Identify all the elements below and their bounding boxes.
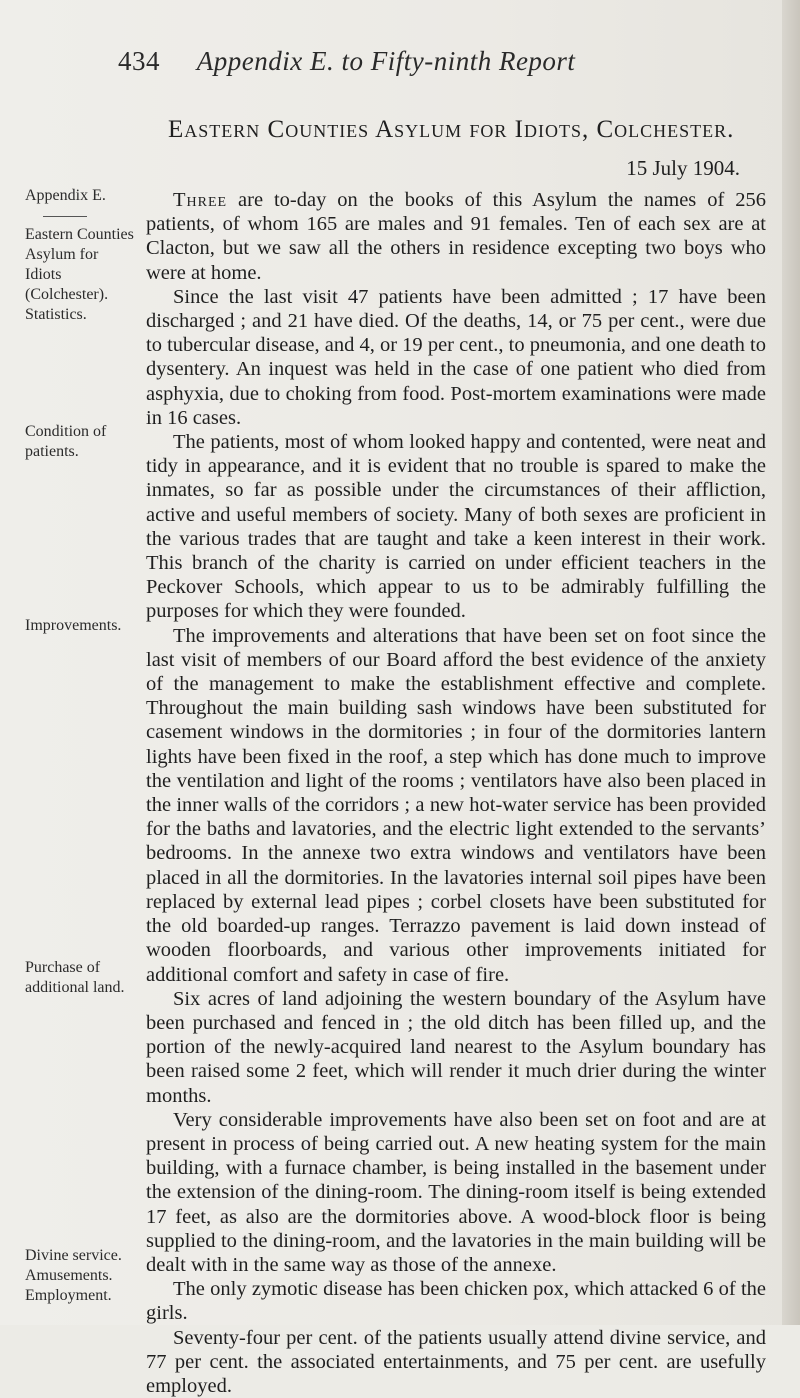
page-edge <box>782 0 800 1325</box>
visit-date: 15 July 1904. <box>626 156 740 180</box>
lead-word: Three <box>173 189 228 211</box>
margin-notes-top <box>25 186 135 325</box>
paragraph-disease: The only zymotic disease has been chicken pox, which attacked 6 of the girls. <box>146 1278 766 1325</box>
paragraph-text: are to-day on the books of this Asylum the names of 256 patients, of whom 165 are males and 91 females. Ten of each sex are at Clacton, but we saw all the others in residence excepting two boys who were at home. <box>146 189 766 284</box>
paragraph-service: Seventy-four per cent. of the patients usually attend divine service, and 77 per cent. the associated entertainments, and 75 per cent. are usefully employed. <box>146 1326 766 1397</box>
paragraph-statistics <box>146 188 766 285</box>
paragraph-improvements: The improvements and alterations that have been set on foot since the last visit of members of our Board afford the best evidence of the anxiety of the management to make the establishment effective and complete. Throughout the main building sash windows have been substituted for casement windows in the dormitories ; in four of the dormitories lantern lights have been fixed in the roof, a step which has done much to improve the ventilation and light of the rooms ; ventilators have also been placed in the inner walls of the corridors ; a new hot-water service has been provided for the baths and lavatories, and the electric light extended to the servants’ bedrooms. In the annexe two extra windows and ventilators have been placed in all the dormitories. In the lavatories internal soil pipes have been replaced by external lead pipes ; corbel closets have been substituted for the old boarded-up ranges. Terrazzo pavement is laid down instead of wooden floorboards, and various other improvements initiated for additional comfort and safety in case of fire. <box>146 624 766 986</box>
margin-note-improvements: Improvements. <box>25 617 122 634</box>
paragraph-condition: The patients, most of whom looked happy and contented, were neat and tidy in appearance, and it is evident that no trouble is spared to make the inmates, so far as possible under the circumstances of their affliction, active and useful members of society. Many of both sexes are proficient in the various trades that are taught and take a keen interest in their work. This branch of the charity is carried on under efficient teachers in the Peckover Schools, which appear to us to be admirably fulfilling the purposes for which they were founded. <box>146 431 766 623</box>
margin-note-amusements: Amusements. <box>25 1267 113 1284</box>
paragraph-works: Very considerable improvements have also been set on foot and are at present in process of being carried out. A new heating system for the main building, with a furnace chamber, is being installed in the basement under the extension of the dining-room. The dining-room itself is being extended 17 feet, as also are the dormitories above. A wood-block floor is being supplied to the dining-room, and the lavatories in the main building will be dealt with in the same way as those of the annexe. <box>146 1108 766 1276</box>
paragraph-admissions: Since the last visit 47 patients have been admitted ; 17 have been discharged ; and 21 have died. Of the deaths, 14, or 75 per cent., were due to tubercular disease, and 4, or 19 per cent., to pneumonia, and one death to dysentery. An inquest was held in the case of one patient who died from asphyxia, due to choking from food. Post-mortem examinations were made in 16 cases. <box>146 285 766 429</box>
margin-note-institution: Eastern Counties Asylum for Idiots (Colchester). <box>25 226 134 303</box>
margin-note-appendix: Appendix E. <box>25 187 106 204</box>
margin-note-purchase: Purchase of additional land. <box>25 959 125 996</box>
margin-note-employment: Employment. <box>25 1287 112 1304</box>
body-text <box>146 188 766 1398</box>
margin-rule <box>43 216 87 217</box>
margin-note-divine: Divine service. <box>25 1247 122 1264</box>
margin-note-condition: Condition of patients. <box>25 423 107 460</box>
page-number: 434 <box>118 46 160 76</box>
margin-notes-bottom <box>25 1246 135 1306</box>
running-header <box>118 46 760 77</box>
paragraph-land: Six acres of land adjoining the western boundary of the Asylum have been purchased and fenced in ; the old ditch has been filled up, and the portion of the newly-acquired land nearest to the Asylum boundary has been raised some 2 feet, which will render it much drier during the winter months. <box>146 987 766 1107</box>
running-title: Appendix E. to Fifty-ninth Report <box>196 46 576 76</box>
margin-note-statistics: Statistics. <box>25 306 87 323</box>
section-title: Eastern Counties Asylum for Idiots, Colchester. <box>168 116 735 143</box>
